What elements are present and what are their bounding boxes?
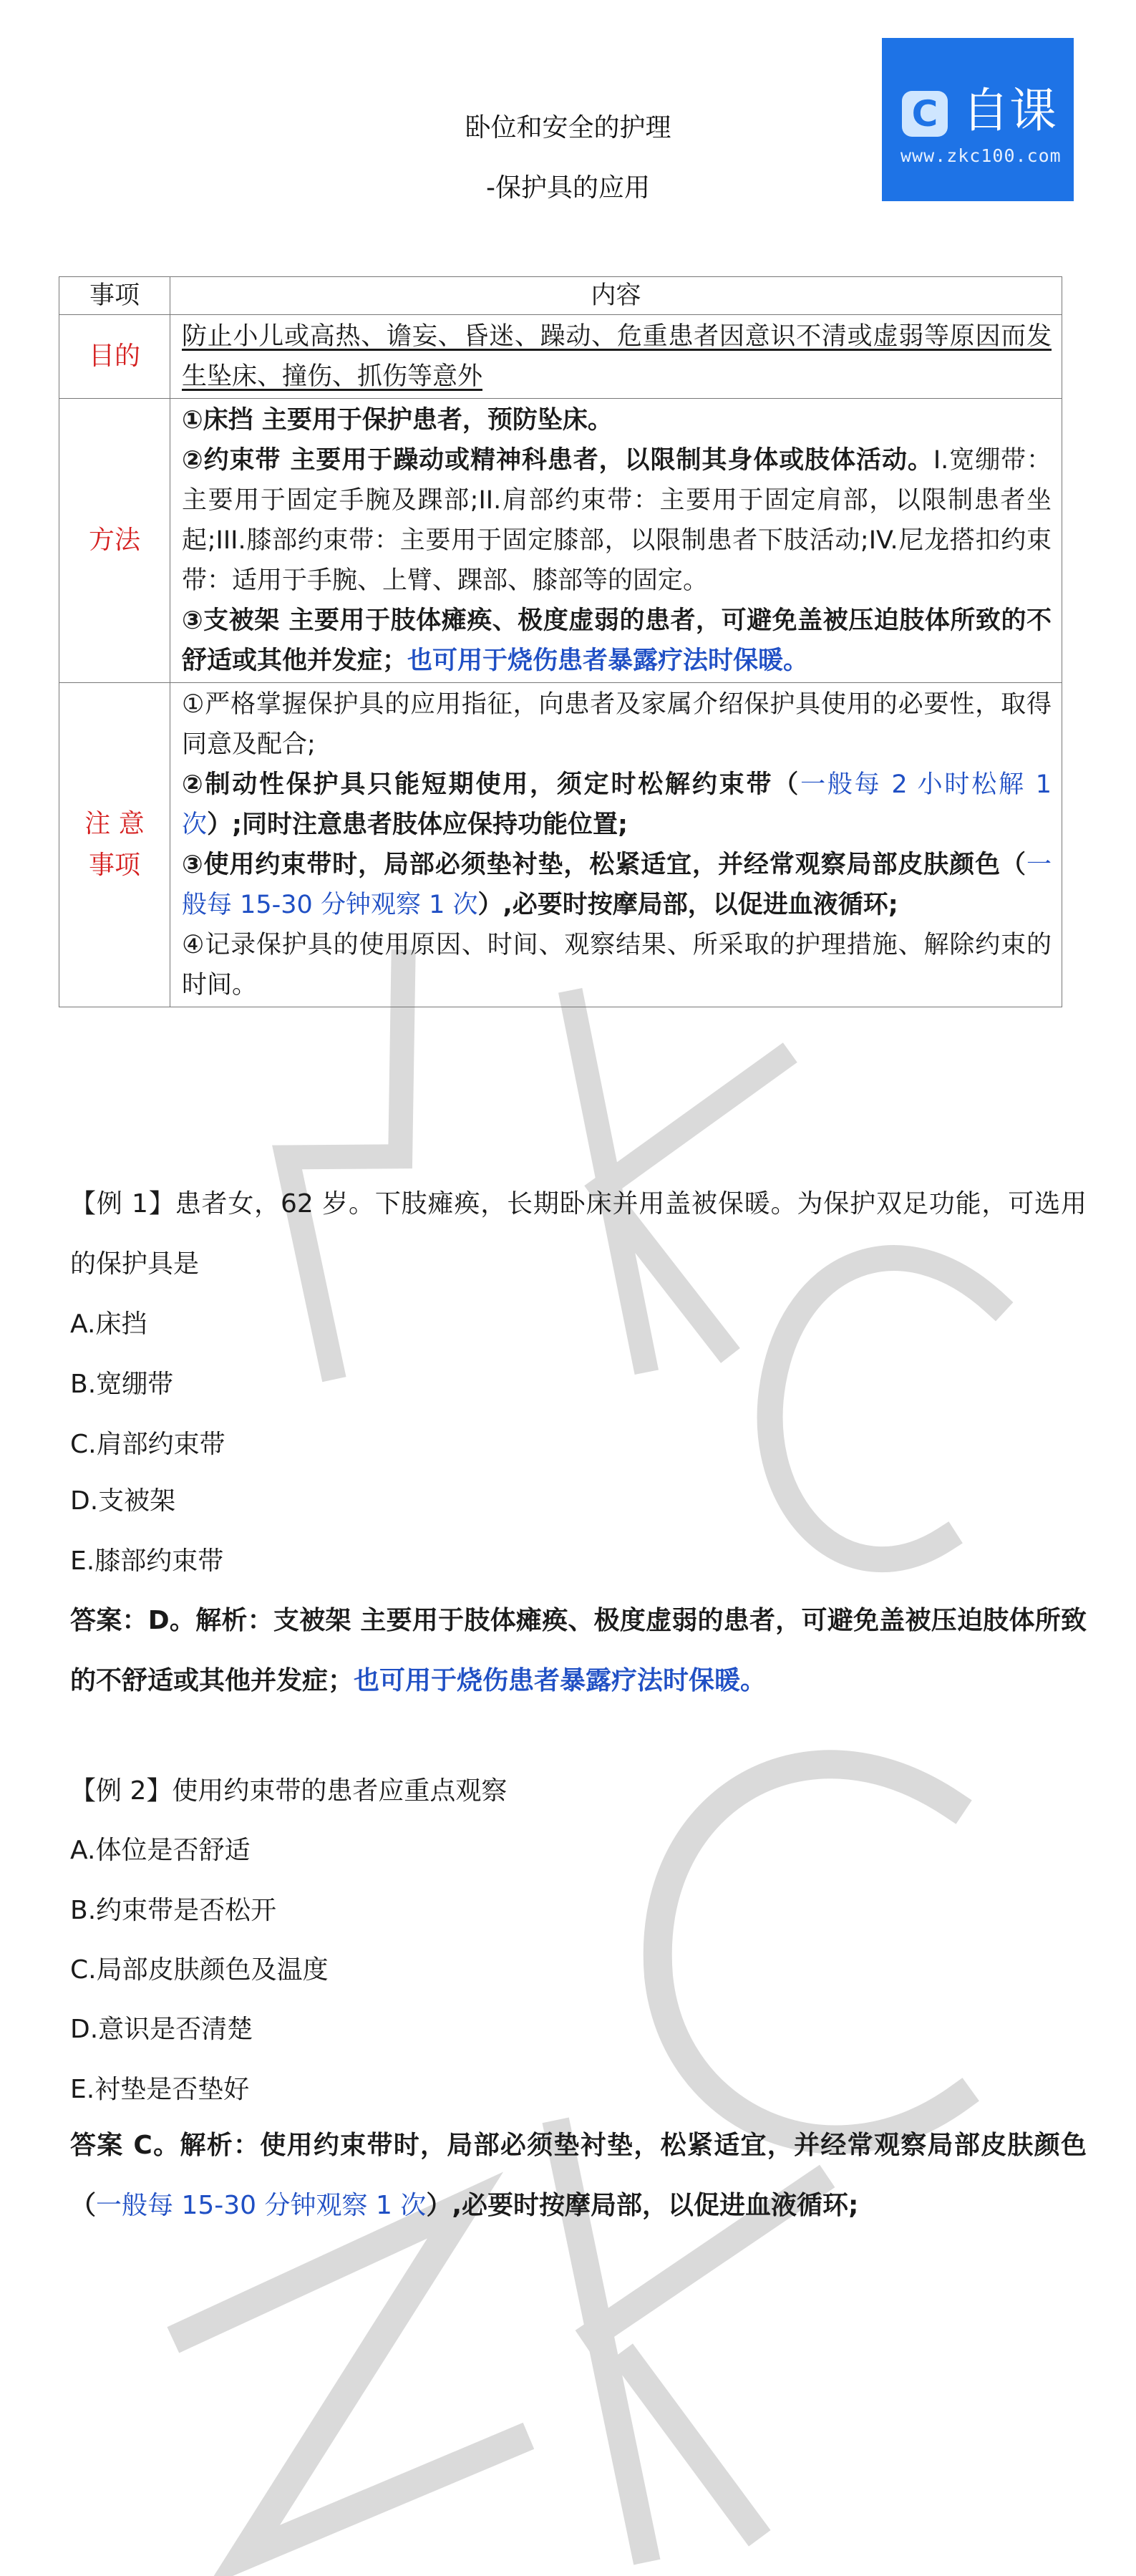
table-row-purpose: [59, 315, 1062, 399]
table-row-methods: [59, 399, 1062, 683]
example1-option-a: A.床挡: [70, 1309, 147, 1339]
note-3b: ）,必要时按摩局部，以促进血液循环;: [477, 891, 898, 919]
example1-option-d: D.支被架: [70, 1486, 176, 1516]
note-3-highlight: 一般每 15-30 分钟观察 1 次: [182, 851, 1052, 919]
note-3a: ③使用约束带时，局部必须垫衬垫，松紧适宜，并经常观察局部皮肤颜色（: [182, 851, 1026, 879]
method-restraint-detail: I.宽绷带：主要用于固定手腕及踝部;II.肩部约束带：主要用于固定肩部，以限制患者坐起;III.膝部约束带：主要用于固定膝部，以限制患者下肢活动;IV.尼龙搭扣约束带：适用于手腕、上臂、踝部、膝部等的固定。: [182, 446, 1052, 595]
purpose-content: [170, 315, 1062, 399]
example1-option-b: B.宽绷带: [70, 1370, 174, 1399]
example2-answer-highlight: 一般每 15-30 分钟观察 1 次: [96, 2191, 427, 2220]
note-2-highlight: 一般每 2 小时松解 1 次: [182, 770, 1052, 839]
note-4: ④记录保护具的使用原因、时间、观察结果、所采取的护理措施、解除约束的时间。: [182, 931, 1052, 999]
logo-name: 自课: [962, 83, 1057, 138]
purpose-text: 防止小儿或高热、谵妄、昏迷、躁动、危重患者因意识不清或虚弱等原因而发生坠床、撞伤、抓伤等意外: [182, 322, 1052, 391]
note-2a: ②制动性保护具只能短期使用，须定时松解约束带（: [182, 770, 801, 799]
note-1: ①严格掌握保护具的应用指征，向患者及家属介绍保护具使用的必要性，取得同意及配合;: [182, 690, 1052, 759]
example2-answer-text-a: 使用约束带时，局部必须垫衬垫，松紧适宜，并经常观察局部皮肤颜色（: [70, 2131, 1087, 2220]
example2-answer-text-b: ）,必要时按摩局部，以促进血液循环;: [426, 2191, 859, 2220]
example1-answer-text: 支被架 主要用于肢体瘫痪、极度虚弱的患者，可避免盖被压迫肢体所致的不舒适或其他并发症；: [70, 1606, 1087, 1695]
notes-label: 注 意 事项: [59, 683, 170, 1007]
example2-tag: 【例 2】: [70, 1776, 173, 1806]
example1-answer-prefix: 答案：D。解析：: [70, 1606, 273, 1635]
method-bed-rail: ①床挡 主要用于保护患者，预防坠床。: [182, 406, 613, 435]
example1-answer: [70, 1591, 1087, 1711]
example2-answer: [70, 2116, 1087, 2236]
table-row-notes: [59, 683, 1062, 1007]
method-restraint-belt: ②约束带 主要用于躁动或精神科患者，以限制其身体或肢体活动。: [182, 446, 933, 475]
table-header-row: [59, 277, 1062, 315]
notes-content: [170, 683, 1062, 1007]
example2-option-e: E.衬垫是否垫好: [70, 2075, 250, 2104]
example1-tag: 【例 1】: [70, 1189, 175, 1219]
example1-option-c: C.肩部约束带: [70, 1430, 225, 1459]
info-table: [59, 276, 1062, 1007]
logo-url: www.zkc100.com: [900, 145, 1062, 166]
example1-stem: 【例 1】患者女，62 岁。下肢瘫痪，长期卧床并用盖被保暖。为保护双足功能，可选用的保护具是: [70, 1189, 1087, 1279]
header-content: 内容: [170, 277, 1062, 315]
purpose-label: 目的: [59, 315, 170, 399]
example2-option-c: C.局部皮肤颜色及温度: [70, 1955, 329, 1985]
methods-content: [170, 399, 1062, 683]
example2-answer-prefix: 答案 C。解析：: [70, 2131, 261, 2160]
method-quilt-frame-highlight: 也可用于烧伤患者暴露疗法时保暖。: [407, 647, 809, 675]
page-subtitle: -保护具的应用: [486, 173, 650, 203]
methods-label: 方法: [59, 399, 170, 683]
example1-answer-highlight: 也可用于烧伤患者暴露疗法时保暖。: [354, 1666, 767, 1695]
method-quilt-frame: ③支被架 主要用于肢体瘫痪、极度虚弱的患者，可避免盖被压迫肢体所致的不舒适或其他并发症；: [182, 606, 1052, 675]
logo-c-icon: C: [902, 91, 948, 137]
note-2b: ）;同时注意患者肢体应保持功能位置;: [207, 810, 628, 839]
example2-option-d: D.意识是否清楚: [70, 2015, 253, 2044]
example2-option-b: B.约束带是否松开: [70, 1896, 277, 1925]
header-item: 事项: [59, 277, 170, 315]
example2-stem: 【例 2】使用约束带的患者应重点观察: [70, 1776, 508, 1806]
example1-option-e: E.膝部约束带: [70, 1546, 224, 1576]
page-title: 卧位和安全的护理: [465, 113, 671, 142]
example2-option-a: A.体位是否舒适: [70, 1836, 251, 1865]
